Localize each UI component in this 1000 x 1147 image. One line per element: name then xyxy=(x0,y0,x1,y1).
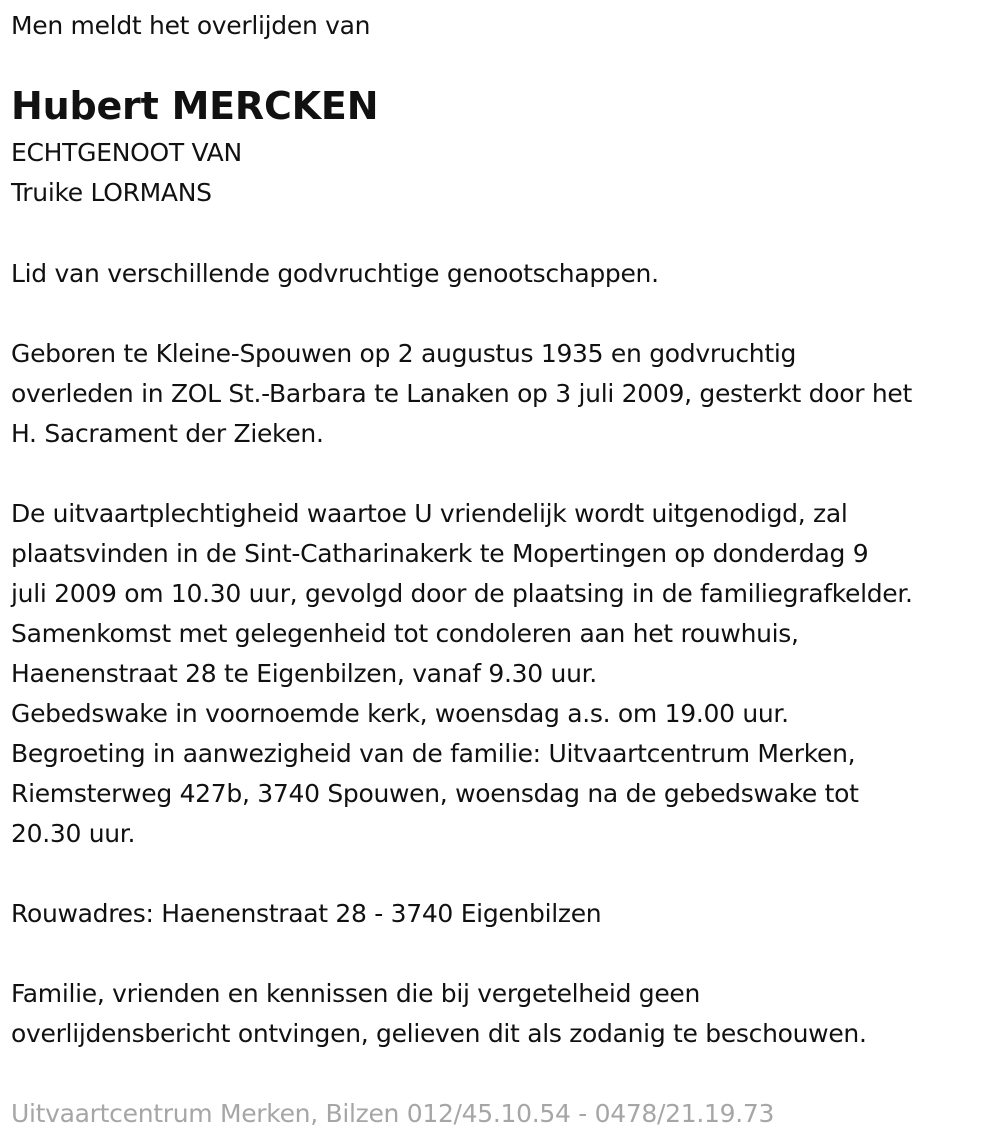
funeral-line: Riemsterweg 427b, 3740 Spouwen, woensdag na de gebedswake tot xyxy=(11,779,859,808)
spouse-relation: ECHTGENOOT VAN xyxy=(11,138,242,167)
birth-death-line: Geboren te Kleine-Spouwen op 2 augustus 1935 en godvruchtig xyxy=(11,339,797,368)
funeral-paragraph xyxy=(11,494,913,854)
spouse-block xyxy=(11,133,242,213)
funeral-line: juli 2009 om 10.30 uur, gevolgd door de plaatsing in de familiegrafkelder. xyxy=(11,579,913,608)
spouse-name: Truike LORMANS xyxy=(11,178,212,207)
funeral-line: Begroeting in aanwezigheid van de familie: Uitvaartcentrum Merken, xyxy=(11,739,856,768)
funeral-line: Haenenstraat 28 te Eigenbilzen, vanaf 9.30 uur. xyxy=(11,659,597,688)
notice-paragraph xyxy=(11,974,867,1054)
mourning-address: Rouwadres: Haenenstraat 28 - 3740 Eigenbilzen xyxy=(11,899,602,928)
funeral-line: 20.30 uur. xyxy=(11,819,136,848)
birth-death-line: overleden in ZOL St.-Barbara te Lanaken op 3 juli 2009, gesterkt door het xyxy=(11,379,912,408)
funeral-line: De uitvaartplechtigheid waartoe U vriendelijk wordt uitgenodigd, zal xyxy=(11,499,848,528)
notice-line: overlijdensbericht ontvingen, gelieven dit als zodanig te beschouwen. xyxy=(11,1019,867,1048)
funeral-line: plaatsvinden in de Sint-Catharinakerk te Mopertingen op donderdag 9 xyxy=(11,539,869,568)
birth-death-line: H. Sacrament der Zieken. xyxy=(11,419,324,448)
funeral-line: Gebedswake in voornoemde kerk, woensdag a.s. om 19.00 uur. xyxy=(11,699,789,728)
notice-line: Familie, vrienden en kennissen die bij vergetelheid geen xyxy=(11,979,701,1008)
membership-text: Lid van verschillende godvruchtige genootschappen. xyxy=(11,259,659,288)
deceased-name: Hubert MERCKEN xyxy=(11,84,379,128)
intro-text: Men meldt het overlijden van xyxy=(11,11,371,40)
birth-death-paragraph xyxy=(11,334,912,454)
funeral-line: Samenkomst met gelegenheid tot condoleren aan het rouwhuis, xyxy=(11,619,799,648)
funeral-home-footer: Uitvaartcentrum Merken, Bilzen 012/45.10.54 - 0478/21.19.73 xyxy=(11,1099,775,1128)
